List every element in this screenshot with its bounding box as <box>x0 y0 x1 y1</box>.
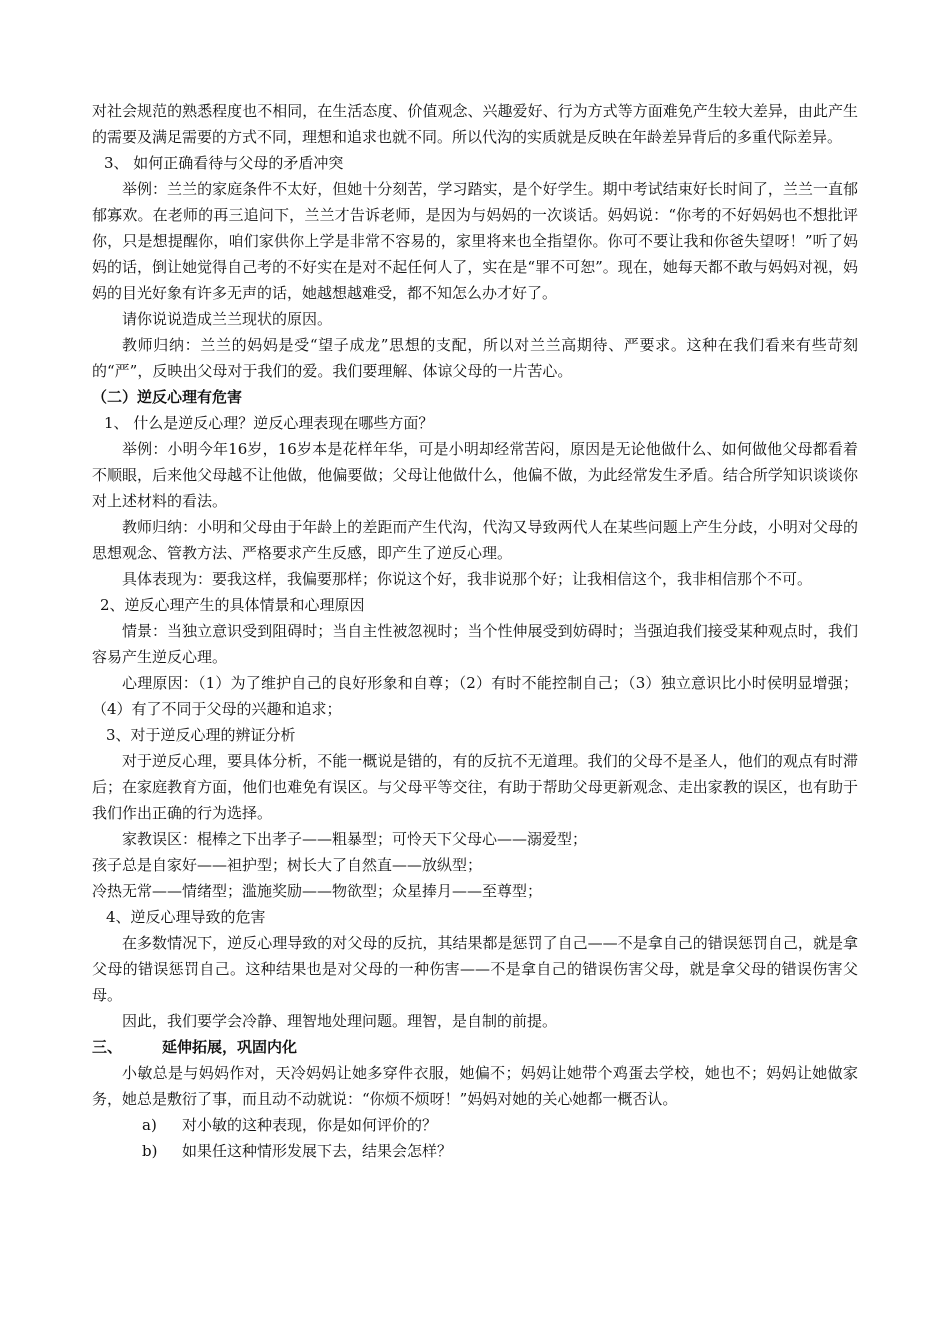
paragraph-misconceptions-2: 孩子总是自家好——袒护型；树长大了自然直——放纵型； <box>92 856 483 874</box>
section-title: 延伸拓展，巩固内化 <box>162 1038 298 1056</box>
heading-harms: 4、逆反心理导致的危害 <box>106 908 266 926</box>
paragraph-teacher-summary-1: 教师归纳：兰兰的妈妈是受“望子成龙”思想的支配，所以对兰兰高期待、严要求。这种在我们看来有些苛刻的“严”，反映出父母对于我们的爱。我们要理解、体谅父母的一片苦心。 <box>92 336 858 380</box>
paragraph-misconceptions-3: 冷热无常——情绪型；滥施奖励——物欲型；众星捧月——至尊型； <box>92 882 543 900</box>
question-text: 对小敏的这种表现，你是如何评价的？ <box>182 1116 438 1134</box>
question-text: 如果任这种情形发展下去，结果会怎样？ <box>182 1142 453 1160</box>
paragraph-teacher-summary-2: 教师归纳：小明和父母由于年龄上的差距而产生代沟，代沟又导致两代人在某些问题上产生分歧，小明对父母的思想观念、管教方法、严格要求产生反感，即产生了逆反心理。 <box>92 518 858 562</box>
paragraph-situations: 情景：当独立意识受到阻碍时；当自主性被忽视时；当个性伸展受到妨碍时；当强迫我们接受某种观点时，我们容易产生逆反心理。 <box>92 622 858 666</box>
list-marker: b) <box>142 1142 158 1160</box>
question-a <box>92 1112 858 1138</box>
heading-situations-causes: 2、逆反心理产生的具体情景和心理原因 <box>100 596 365 614</box>
heading-what-is-rebellion: 1、 什么是逆反心理？逆反心理表现在哪些方面？ <box>104 414 434 432</box>
paragraph-analysis: 对于逆反心理，要具体分析，不能一概说是错的，有的反抗不无道理。我们的父母不是圣人，他们的观点有时滞后；在家庭教育方面，他们也难免有误区。与父母平等交往，有助于帮助父母更新观念、走出家教的误区，也有助于我们作出正确的行为选择。 <box>92 752 858 822</box>
section-number: 三、 <box>92 1038 123 1056</box>
paragraph-generation-gap: 对社会规范的熟悉程度也不相同，在生活态度、价值观念、兴趣爱好、行为方式等方面难免产生较大差异，由此产生的需要及满足需要的方式不同，理想和追求也就不同。所以代沟的实质就是反映在年龄差异背后的多重代际差异。 <box>92 102 858 146</box>
paragraph-therefore: 因此，我们要学会冷静、理智地处理问题。理智，是自制的前提。 <box>122 1012 558 1030</box>
section-heading-extension <box>92 1034 858 1060</box>
paragraph-example-xiaoming: 举例：小明今年16岁，16岁本是花样年华，可是小明却经常苦闷，原因是无论他做什么、如何做他父母都看着不顺眼，后来他父母越不让他做，他偏要做；父母让他做什么，他偏不做，为此经常发生矛盾。结合所学知识谈谈你对上述材料的看法。 <box>92 440 858 510</box>
paragraph-example-lanlan: 举例：兰兰的家庭条件不太好，但她十分刻苦，学习踏实，是个好学生。期中考试结束好长时间了，兰兰一直郁郁寡欢。在老师的再三追问下，兰兰才告诉老师，是因为与妈妈的一次谈话。妈妈说：“你考的不好妈妈也不想批评你，只是想提醒你，咱们家供你上学是非常不容易的，家里将来也全指望你。你可不要让我和你爸失望呀！”听了妈妈的话，倒让她觉得自己考的不好实在是对不起任何人了，实在是“罪不可恕”。现在，她每天都不敢与妈妈对视，妈妈的目光好象有许多无声的话，她越想越难受，都不知怎么办才好了。 <box>92 180 858 302</box>
heading-dialectical-analysis: 3、对于逆反心理的辨证分析 <box>106 726 296 744</box>
paragraph-psych-causes: 心理原因：（1）为了维护自己的良好形象和自尊；（2）有时不能控制自己；（3）独立意识比小时侯明显增强；（4）有了不同于父母的兴趣和追求； <box>92 674 858 718</box>
list-marker: a) <box>142 1116 157 1134</box>
question-b <box>92 1138 858 1164</box>
paragraph-question-lanlan: 请你说说造成兰兰现状的原因。 <box>122 310 333 328</box>
heading-conflict: 3、 如何正确看待与父母的矛盾冲突 <box>104 154 344 172</box>
section-heading-rebellion: （二）逆反心理有危害 <box>92 388 243 406</box>
paragraph-harms: 在多数情况下，逆反心理导致的对父母的反抗，其结果都是惩罚了自己——不是拿自己的错误惩罚自己，就是拿父母的错误惩罚自己。这种结果也是对父母的一种伤害——不是拿自己的错误伤害父母，就是拿父母的错误伤害父母。 <box>92 934 858 1004</box>
paragraph-case-xiaomin: 小敏总是与妈妈作对，天冷妈妈让她多穿件衣服，她偏不；妈妈让她带个鸡蛋去学校，她也不；妈妈让她做家务，她总是敷衍了事，而且动不动就说：“你烦不烦呀！”妈妈对她的关心她都一概否认。 <box>92 1064 858 1108</box>
paragraph-misconceptions-1: 家教误区：棍棒之下出孝子——粗暴型；可怜天下父母心——溺爱型； <box>122 830 588 848</box>
paragraph-manifestation: 具体表现为：要我这样，我偏要那样；你说这个好，我非说那个好；让我相信这个，我非相信那个不可。 <box>122 570 813 588</box>
